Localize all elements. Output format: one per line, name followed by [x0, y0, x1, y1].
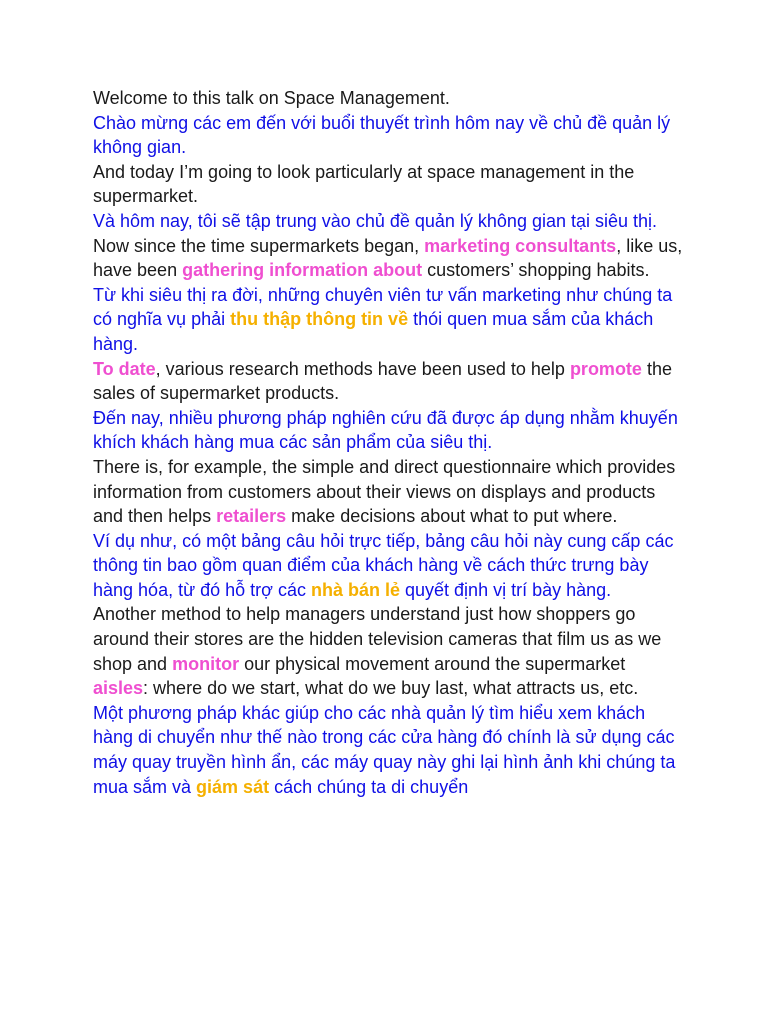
text-segment: Now since the time supermarkets began, [93, 235, 425, 256]
text-segment: make decisions about what to put where. [286, 506, 618, 527]
text-segment: the sales of supermarket products. [93, 358, 672, 404]
text-segment: Welcome to this talk on Space Management. [93, 88, 450, 108]
text-segment: Chào mừng các em đến với buổi thuyết trình hôm nay về chủ đề quản lý không gian. [93, 112, 671, 158]
text-segment: cách chúng ta di chuyển [269, 776, 469, 797]
text-segment: And today I’m going to look particularly at space management in the supermarket. [93, 161, 635, 207]
highlighted-term: retailers [216, 506, 287, 527]
highlighted-term: aisles [93, 678, 144, 699]
highlighted-term: gathering information about [182, 260, 423, 281]
text-segment: Đến nay, nhiều phương pháp nghiên cứu đã được áp dụng nhằm khuyến khích khách hàng mua các sản phẩm của siêu thị. [93, 407, 678, 453]
vietnamese-paragraph [93, 111, 683, 160]
vietnamese-paragraph [93, 529, 683, 603]
highlighted-term: To date [93, 358, 156, 379]
english-paragraph [93, 357, 683, 406]
english-paragraph [93, 234, 683, 283]
text-segment: , various research methods have been used to help [155, 358, 570, 379]
text-segment: our physical movement around the supermarket [239, 653, 626, 674]
highlighted-term: nhà bán lẻ [311, 579, 401, 600]
text-segment: Và hôm nay, tôi sẽ tập trung vào chủ đề quản lý không gian tại siêu thị. [93, 210, 658, 231]
highlighted-term: promote [569, 358, 642, 379]
text-segment: customers’ shopping habits. [422, 260, 650, 281]
vietnamese-paragraph [93, 283, 683, 357]
text-segment: Từ khi siêu thị ra đời, những chuyên viên tư vấn marketing như chúng ta có nghĩa vụ phải [93, 284, 673, 330]
highlighted-term: giám sát [196, 776, 270, 797]
vietnamese-paragraph [93, 209, 683, 234]
text-segment: There is, for example, the simple and direct questionnaire which provides information from customers about their views on displays and products and then helps [93, 456, 676, 527]
highlighted-term: marketing consultants [424, 235, 617, 256]
highlighted-term: monitor [172, 653, 240, 674]
english-paragraph [93, 455, 683, 529]
text-segment: thói quen mua sắm của khách hàng. [93, 309, 654, 354]
text-segment: : where do we start, what do we buy last, what attracts us, etc. [143, 678, 639, 699]
highlighted-term: thu thập thông tin về [230, 309, 409, 330]
text-segment: quyết định vị trí bày hàng. [400, 579, 612, 600]
english-paragraph [93, 86, 683, 111]
english-paragraph [93, 602, 683, 700]
english-paragraph [93, 160, 683, 209]
text-segment: Ví dụ như, có một bảng câu hỏi trực tiếp, bảng câu hỏi này cung cấp các thông tin bao gồm quan điểm của khách hàng về cách thức trưng bày hàng hóa, từ đó hỗ trợ các [93, 530, 674, 600]
document-page [93, 86, 683, 799]
vietnamese-paragraph [93, 701, 683, 799]
text-segment: Một phương pháp khác giúp cho các nhà quản lý tìm hiểu xem khách hàng di chuyển như thế nào trong các cửa hàng đó chính là sử dụng các máy quay truyền hình ẩn, các máy quay này ghi lại hình ảnh khi chúng ta mua sắm và [93, 702, 676, 797]
text-segment: Another method to help managers understand just how shoppers go around their stores are the hidden television cameras that film us as we shop and [93, 604, 662, 674]
vietnamese-paragraph [93, 406, 683, 455]
text-segment: , like us, have been [93, 235, 683, 281]
